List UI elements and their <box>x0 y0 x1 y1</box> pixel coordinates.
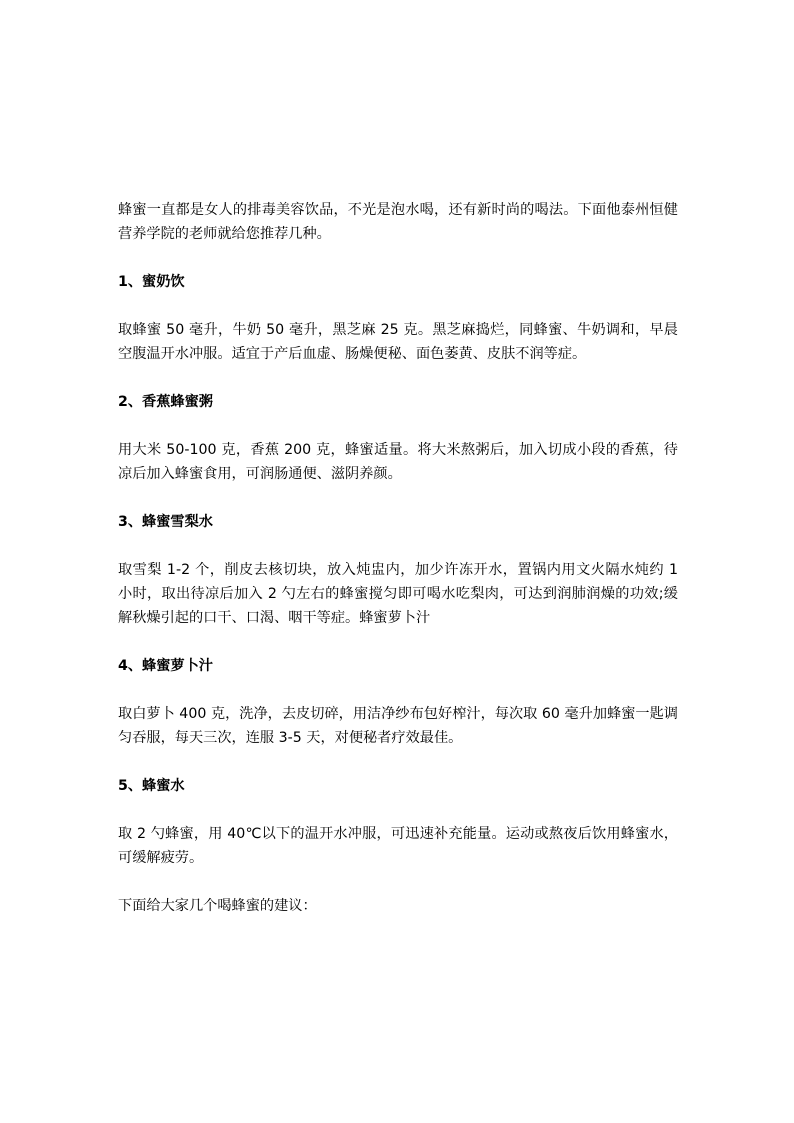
section-heading-4: 4、蜂蜜萝卜汁 <box>118 658 213 674</box>
intro-paragraph: 蜂蜜一直都是女人的排毒美容饮品，不光是泡水喝，还有新时尚的喝法。下面他泰州恒健营养学院的老师就给您推荐几种。 <box>118 202 678 242</box>
section-body-4: 取白萝卜 400 克，洗净，去皮切碎，用洁净纱布包好榨汁，每次取 60 毫升加蜂蜜一匙调匀吞服，每天三次，连服 3-5 天，对便秘者疗效最佳。 <box>118 706 678 746</box>
document-body <box>118 198 678 918</box>
section-body-3: 取雪梨 1-2 个，削皮去核切块，放入炖盅内，加少许冻开水，置锅内用文火隔水炖约 1 小时，取出待凉后加入 2 勺左右的蜂蜜搅匀即可喝水吃梨肉，可达到润肺润燥的功效;缓解秋燥引起的口干、口渴、咽干等症。蜂蜜萝卜汁 <box>118 562 678 626</box>
section-heading-1: 1、蜜奶饮 <box>118 274 185 290</box>
section-body-5: 取 2 勺蜂蜜，用 40℃以下的温开水冲服，可迅速补充能量。运动或熬夜后饮用蜂蜜水，可缓解疲劳。 <box>118 826 678 866</box>
closing-paragraph: 下面给大家几个喝蜂蜜的建议： <box>118 898 317 914</box>
section-heading-5: 5、蜂蜜水 <box>118 778 185 794</box>
section-heading-2: 2、香蕉蜂蜜粥 <box>118 394 213 410</box>
section-heading-3: 3、蜂蜜雪梨水 <box>118 514 213 530</box>
section-body-1: 取蜂蜜 50 毫升，牛奶 50 毫升，黑芝麻 25 克。黑芝麻捣烂，同蜂蜜、牛奶调和，早晨空腹温开水冲服。适宜于产后血虚、肠燥便秘、面色萎黄、皮肤不润等症。 <box>118 322 678 362</box>
section-body-2: 用大米 50-100 克，香蕉 200 克，蜂蜜适量。将大米熬粥后，加入切成小段的香蕉，待凉后加入蜂蜜食用，可润肠通便、滋阴养颜。 <box>118 442 678 482</box>
